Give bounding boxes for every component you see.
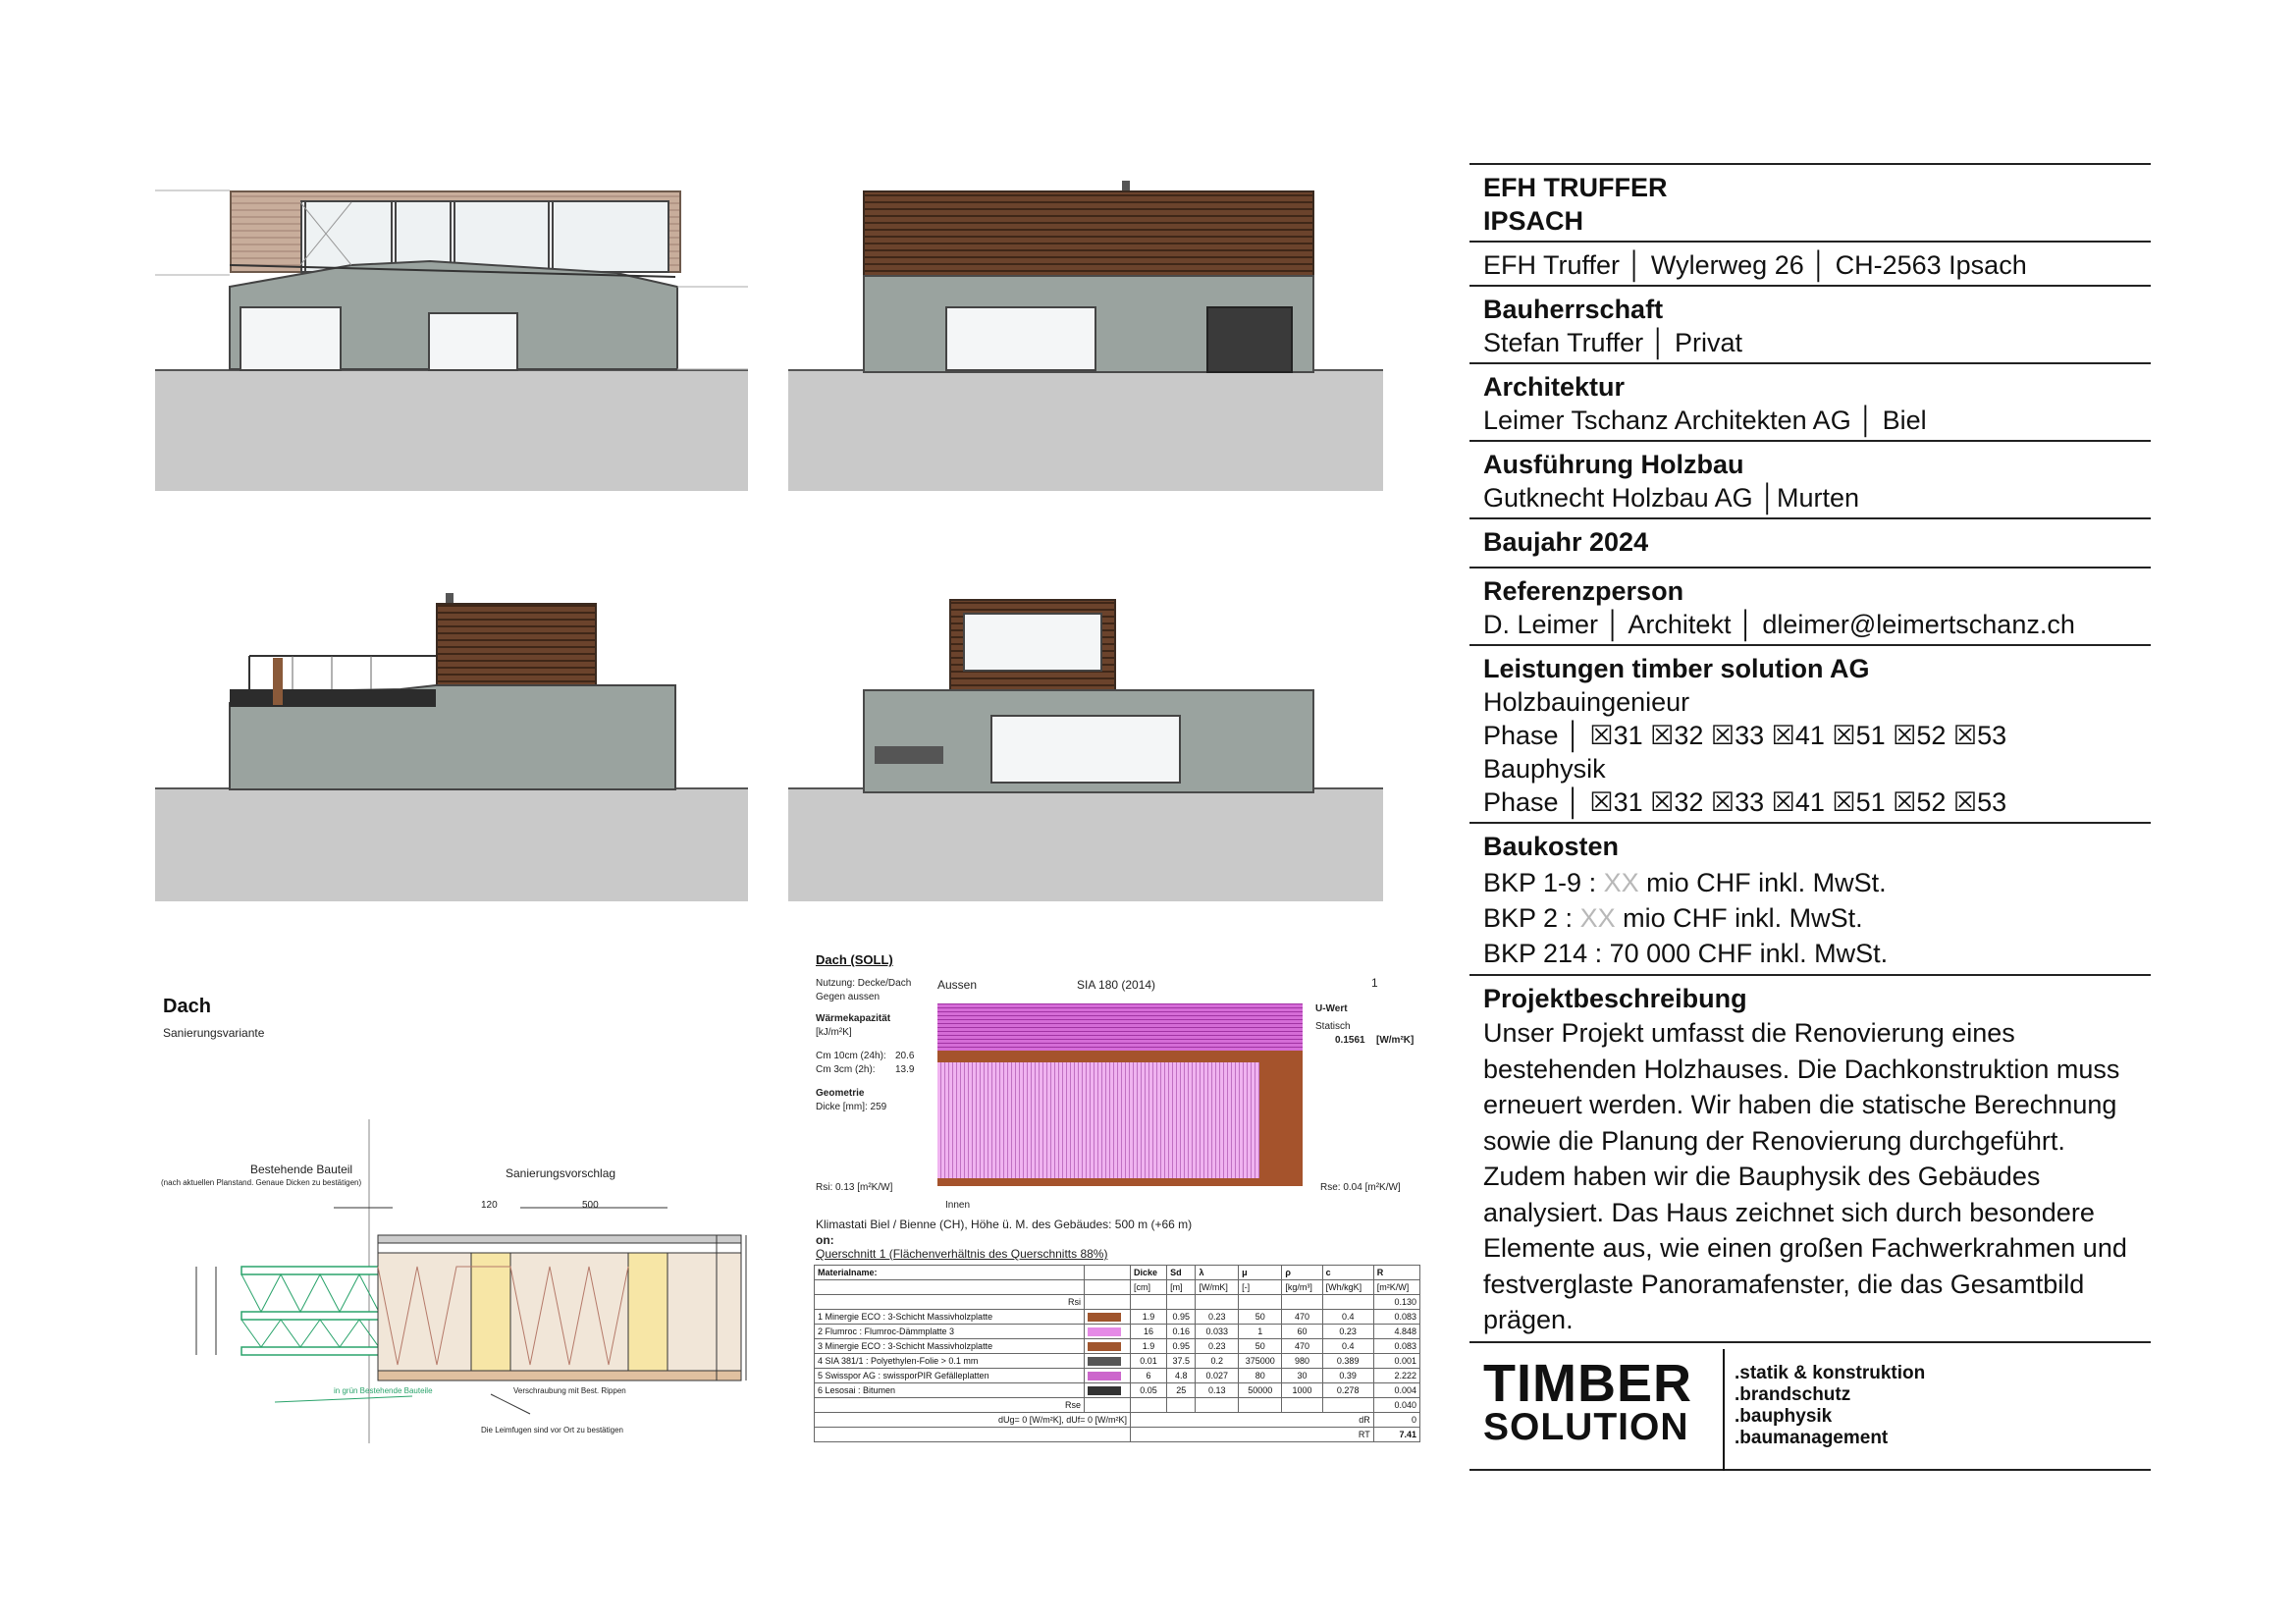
material-swatch-cell: [1085, 1354, 1131, 1369]
layer-diagram: [937, 1003, 1303, 1186]
elevation-north-east: [788, 167, 1383, 491]
dim-500: 500: [582, 1200, 599, 1211]
bkp-label: BKP 2 :: [1483, 903, 1580, 933]
table-cell: 37.5: [1167, 1354, 1196, 1369]
calc-geometrie: Geometrie: [816, 1088, 865, 1099]
project-location: IPSACH: [1483, 206, 1584, 236]
table-cell: 1000: [1282, 1383, 1322, 1398]
holzbau-value: Gutknecht Holzbau AG │Murten: [1483, 483, 1860, 513]
table-header: Sd: [1167, 1266, 1196, 1280]
table-header: μ: [1239, 1266, 1282, 1280]
material-swatch: [1088, 1386, 1121, 1395]
calc-uunit: [W/m²K]: [1376, 1035, 1415, 1046]
calc-uwert: U-Wert: [1315, 1003, 1348, 1014]
logo-section: [1469, 1341, 2151, 1471]
table-header: Dicke: [1131, 1266, 1167, 1280]
table-cell: 50: [1239, 1310, 1282, 1325]
table-header: λ: [1196, 1266, 1239, 1280]
table-cell: 0.027: [1196, 1369, 1239, 1383]
table-cell: [1196, 1295, 1239, 1310]
calc-cm3-val: 13.9: [895, 1064, 915, 1075]
table-cell: 16: [1131, 1325, 1167, 1339]
table-cell: 0.05: [1131, 1383, 1167, 1398]
calc-aussen: Aussen: [937, 978, 978, 992]
table-cell: 60: [1282, 1325, 1322, 1339]
calc-cm10: Cm 10cm (24h):: [816, 1051, 886, 1061]
unit-cell: [815, 1280, 1085, 1295]
logo-service: .brandschutz: [1735, 1383, 1851, 1405]
baukosten-line: [1483, 865, 2137, 900]
footer-rt-value: 7.41: [1373, 1428, 1419, 1442]
address-section: [1469, 241, 2151, 285]
baukosten-label: Baukosten: [1483, 832, 1620, 861]
table-cell: [1196, 1398, 1239, 1413]
table-header: R: [1373, 1266, 1419, 1280]
elevation-terrace-lines: [155, 587, 748, 901]
table-cell: 4.848: [1373, 1325, 1419, 1339]
table-cell: 3 Minergie ECO : 3-Schicht Massivholzplatte: [815, 1339, 1085, 1354]
table-cell: 375000: [1239, 1354, 1282, 1369]
table-header: Materialname:: [815, 1266, 1085, 1280]
calc-page: 1: [1371, 976, 1378, 990]
material-swatch: [1088, 1372, 1121, 1380]
note-existing-green: in grün Bestehende Bauteile: [334, 1386, 433, 1395]
beschreibung-text: Unser Projekt umfasst die Renovierung eines bestehenden Holzhauses. Die Dachkonstruktion muss erneuert werden. Wir haben die statische Berechnung sowie die Planung der Renovierung durchgeführt. Zudem haben wir die Bauphysik des Gebäudes analysiert. Das Haus zeichnet sich durch besondere Elemente aus, wie einen großen Fachwerkrahmen und festverglaste Panoramafenster, die das Gesamtbild prägen.: [1483, 1018, 2127, 1334]
calc-title: Dach (SOLL): [816, 952, 893, 967]
table-cell: 0.23: [1196, 1339, 1239, 1354]
table-cell: 4 SIA 381/1 : Polyethylen-Folie > 0.1 mm: [815, 1354, 1085, 1369]
architektur-label: Architektur: [1483, 372, 1626, 402]
table-header: ρ: [1282, 1266, 1322, 1280]
beschreibung-label: Projektbeschreibung: [1483, 984, 1747, 1013]
table-cell: 0.39: [1322, 1369, 1373, 1383]
table-cell: 1 Minergie ECO : 3-Schicht Massivholzplatte: [815, 1310, 1085, 1325]
table-cell: 50: [1239, 1339, 1282, 1354]
table-cell: 0.01: [1131, 1354, 1167, 1369]
detail-title: Dach: [163, 996, 211, 1017]
table-cell: [1131, 1398, 1167, 1413]
calc-uval: 0.1561: [1335, 1035, 1365, 1046]
material-swatch-cell: [1085, 1310, 1131, 1325]
bauherrschaft-section: [1469, 285, 2151, 362]
detail-left-note: (nach aktuellen Planstand. Genaue Dicken zu bestätigen): [161, 1178, 362, 1187]
table-row: [815, 1295, 1420, 1310]
elevation-south-east: [155, 587, 748, 901]
material-swatch: [1088, 1327, 1121, 1336]
roof-section-drawing: [157, 1119, 766, 1443]
calc-waerme: Wärmekapazität: [816, 1013, 891, 1024]
logo-service: .bauphysik: [1735, 1405, 1833, 1427]
material-swatch: [1088, 1357, 1121, 1366]
table-header: c: [1322, 1266, 1373, 1280]
table-row: [815, 1398, 1420, 1413]
leistungen-phase: Phase │ ☒31 ☒32 ☒33 ☒41 ☒51 ☒52 ☒53: [1483, 721, 2007, 750]
leistungen-line: Holzbauingenieur: [1483, 687, 1690, 717]
bkp-placeholder: XX: [1603, 868, 1639, 897]
calc-klima1: Klimastati Biel / Bienne (CH), Höhe ü. M. des Gebäudes: 500 m (+66 m): [816, 1218, 1193, 1231]
calc-cm3: Cm 3cm (2h):: [816, 1064, 876, 1075]
bkp-suffix: mio CHF inkl. MwSt.: [1638, 868, 1887, 897]
table-header-row: [815, 1266, 1420, 1280]
material-swatch-cell: [1085, 1295, 1131, 1310]
table-unit-row: [815, 1280, 1420, 1295]
footer-dr-value: 0: [1373, 1413, 1419, 1428]
unit-cell: [-]: [1239, 1280, 1282, 1295]
table-cell: 2 Flumroc : Flumroc-Dämmplatte 3: [815, 1325, 1085, 1339]
architektur-value: Leimer Tschanz Architekten AG │ Biel: [1483, 406, 1927, 435]
unit-cell: [kg/m³]: [1282, 1280, 1322, 1295]
table-cell: 0.23: [1196, 1310, 1239, 1325]
dim-120: 120: [481, 1200, 498, 1211]
elevation-south-west: [155, 167, 748, 491]
table-cell: 0.13: [1196, 1383, 1239, 1398]
bkp-label: BKP 1-9 :: [1483, 868, 1604, 897]
unit-cell: [W/mK]: [1196, 1280, 1239, 1295]
table-row: [815, 1383, 1420, 1398]
table-cell: 0.16: [1167, 1325, 1196, 1339]
leistungen-line: Bauphysik: [1483, 754, 1606, 784]
unit-cell: [m²K/W]: [1373, 1280, 1419, 1295]
table-cell: 0.278: [1322, 1383, 1373, 1398]
logo-service: .statik & konstruktion: [1735, 1362, 1926, 1383]
logo-divider: [1723, 1349, 1725, 1471]
table-cell: 5 Swisspor AG : swissporPIR Gefälleplatten: [815, 1369, 1085, 1383]
table-cell: 1.9: [1131, 1310, 1167, 1325]
table-cell: 1.9: [1131, 1339, 1167, 1354]
table-cell: 0.033: [1196, 1325, 1239, 1339]
table-cell: 0.040: [1373, 1398, 1419, 1413]
table-header: [1085, 1266, 1131, 1280]
footer-dr-label: dR: [1131, 1413, 1374, 1428]
table-cell: 0.2: [1196, 1354, 1239, 1369]
bkp-placeholder: XX: [1579, 903, 1616, 933]
calc-innen: Innen: [945, 1200, 971, 1211]
project-title: EFH TRUFFER: [1483, 173, 1668, 202]
calc-dicke: Dicke [mm]: 259: [816, 1102, 887, 1112]
bauherrschaft-label: Bauherrschaft: [1483, 295, 1664, 324]
material-swatch-cell: [1085, 1369, 1131, 1383]
material-rows: [815, 1295, 1420, 1413]
table-row: [815, 1339, 1420, 1354]
unit-cell: [cm]: [1131, 1280, 1167, 1295]
table-cell: [1167, 1398, 1196, 1413]
unit-cell: [m]: [1167, 1280, 1196, 1295]
table-row: [815, 1354, 1420, 1369]
table-cell: [1322, 1295, 1373, 1310]
referenz-value: D. Leimer │ Architekt │ dleimer@leimertschanz.ch: [1483, 610, 2075, 639]
baujahr-section: [1469, 517, 2151, 567]
calc-querschnitt: Querschnitt 1 (Flächenverhältnis des Querschnitts 88%): [816, 1247, 1108, 1261]
baukosten-section: [1469, 822, 2151, 974]
table-cell: 0.23: [1322, 1325, 1373, 1339]
calc-norm: SIA 180 (2014): [1077, 978, 1156, 992]
holzbau-label: Ausführung Holzbau: [1483, 450, 1744, 479]
table-cell: 470: [1282, 1339, 1322, 1354]
calc-klima2: on:: [816, 1233, 834, 1247]
table-row: [815, 1369, 1420, 1383]
referenz-label: Referenzperson: [1483, 576, 1684, 606]
calc-cm10-val: 20.6: [895, 1051, 915, 1061]
table-cell: [1131, 1295, 1167, 1310]
table-cell: 0.389: [1322, 1354, 1373, 1369]
table-cell: 980: [1282, 1354, 1322, 1369]
table-cell: 470: [1282, 1310, 1322, 1325]
detail-subtitle: Sanierungsvariante: [163, 1026, 265, 1040]
table-cell: 0.004: [1373, 1383, 1419, 1398]
table-row: [815, 1325, 1420, 1339]
material-swatch: [1088, 1313, 1121, 1322]
bkp-suffix: mio CHF inkl. MwSt.: [1615, 903, 1863, 933]
logo-word-timber: TIMBER: [1483, 1353, 1692, 1413]
table-cell: [1282, 1295, 1322, 1310]
baukosten-line: [1483, 900, 2137, 936]
calc-rse: Rse: 0.04 [m²K/W]: [1320, 1182, 1401, 1193]
table-cell: 0.001: [1373, 1354, 1419, 1369]
table-cell: Rsi: [815, 1295, 1085, 1310]
table-cell: 80: [1239, 1369, 1282, 1383]
project-title-section: [1469, 163, 2151, 241]
baujahr-label: Baujahr 2024: [1483, 527, 1649, 557]
table-cell: 6: [1131, 1369, 1167, 1383]
detail-right-label: Sanierungsvorschlag: [506, 1166, 616, 1180]
project-info-panel: [1469, 163, 2151, 1471]
material-swatch-cell: [1085, 1325, 1131, 1339]
material-table: [814, 1265, 1420, 1442]
table-footer-row: [815, 1413, 1420, 1428]
material-swatch-cell: [1085, 1383, 1131, 1398]
table-row: [815, 1310, 1420, 1325]
table-cell: 0.95: [1167, 1339, 1196, 1354]
table-cell: [1322, 1398, 1373, 1413]
table-cell: 0.95: [1167, 1310, 1196, 1325]
material-swatch-cell: [1085, 1339, 1131, 1354]
beschreibung-section: [1469, 974, 2151, 1341]
leistungen-phase: Phase │ ☒31 ☒32 ☒33 ☒41 ☒51 ☒52 ☒53: [1483, 787, 2007, 817]
table-cell: 0.4: [1322, 1339, 1373, 1354]
detail-left-label: Bestehende Bauteil: [250, 1163, 353, 1176]
table-cell: 0.130: [1373, 1295, 1419, 1310]
logo-word-solution: SOLUTION: [1483, 1405, 1689, 1448]
unit-cell: [Wh/kgK]: [1322, 1280, 1373, 1295]
baukosten-line: BKP 214 : 70 000 CHF inkl. MwSt.: [1483, 939, 1889, 968]
project-address: EFH Truffer │ Wylerweg 26 │ CH-2563 Ipsach: [1483, 250, 2027, 280]
table-cell: 0.4: [1322, 1310, 1373, 1325]
table-cell: 1: [1239, 1325, 1282, 1339]
holzbau-section: [1469, 440, 2151, 517]
leistungen-label: Leistungen timber solution AG: [1483, 654, 1870, 683]
referenz-section: [1469, 567, 2151, 644]
table-cell: [1239, 1295, 1282, 1310]
material-swatch-cell: [1085, 1398, 1131, 1413]
table-cell: 30: [1282, 1369, 1322, 1383]
calc-nutzung: Nutzung: Decke/Dach: [816, 978, 912, 989]
table-cell: 0.083: [1373, 1310, 1419, 1325]
table-cell: 50000: [1239, 1383, 1282, 1398]
table-cell: 2.222: [1373, 1369, 1419, 1383]
footer-empty: [815, 1428, 1131, 1442]
table-cell: 25: [1167, 1383, 1196, 1398]
material-swatch: [1088, 1342, 1121, 1351]
architektur-section: [1469, 362, 2151, 440]
bauherrschaft-value: Stefan Truffer │ Privat: [1483, 328, 1742, 357]
note-glue: Die Leimfugen sind vor Ort zu bestätigen: [481, 1426, 623, 1435]
calc-statisch: Statisch: [1315, 1021, 1351, 1032]
footer-rt-label: RT: [1131, 1428, 1374, 1442]
table-cell: [1239, 1398, 1282, 1413]
table-cell: [1167, 1295, 1196, 1310]
logo-service: .baumanagement: [1735, 1427, 1889, 1448]
table-cell: 0.083: [1373, 1339, 1419, 1354]
leistungen-section: [1469, 644, 2151, 822]
table-cell: 6 Lesosai : Bitumen: [815, 1383, 1085, 1398]
table-footer-row: [815, 1428, 1420, 1442]
unit-cell: [1085, 1280, 1131, 1295]
calc-waerme-unit: [kJ/m²K]: [816, 1027, 852, 1038]
calc-rsi: Rsi: 0.13 [m²K/W]: [816, 1182, 893, 1193]
elevation-north-west: [788, 587, 1383, 901]
table-cell: 4.8: [1167, 1369, 1196, 1383]
table-cell: [1282, 1398, 1322, 1413]
calc-gegen: Gegen aussen: [816, 992, 881, 1002]
note-screw: Verschraubung mit Best. Rippen: [513, 1386, 626, 1395]
table-cell: Rse: [815, 1398, 1085, 1413]
footer-du: dUg= 0 [W/m²K], dUf= 0 [W/m²K]: [815, 1413, 1131, 1428]
